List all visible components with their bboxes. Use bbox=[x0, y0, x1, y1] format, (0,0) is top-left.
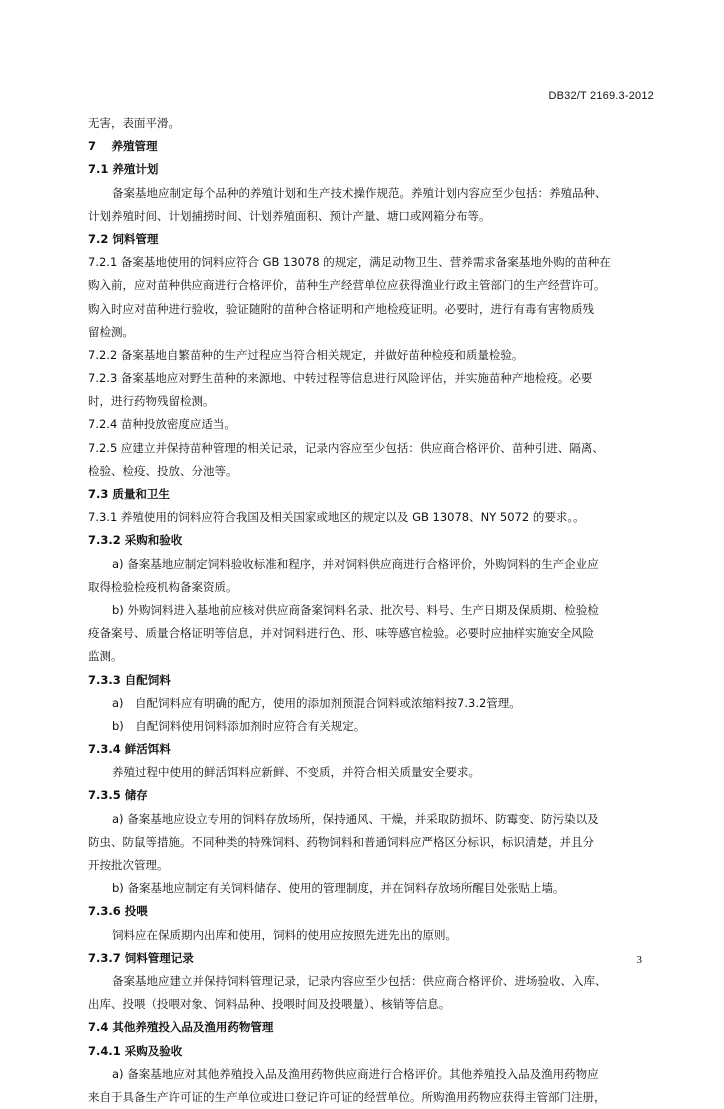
text-line: b) 备案基地应制定有关饲料储存、使用的管理制度，并在饲料存放场所醒目处张贴上墙。 bbox=[112, 881, 565, 896]
text-line: 时，进行药物残留检测。 bbox=[88, 394, 215, 409]
text-line: 出库、投喂（投喂对象、饲料品种、投喂时间及投喂量）、核销等信息。 bbox=[88, 997, 451, 1012]
text-line: a) 备案基地应设立专用的饲料存放场所，保持通风、干燥，并采取防损坏、防霉变、防污染以及 bbox=[112, 811, 599, 826]
section-heading: 7.4 其他养殖投入品及渔用药物管理 bbox=[88, 1020, 274, 1035]
text-line: 防虫、防鼠等措施。不同种类的特殊饲料、药物饲料和普通饲料应严格区分标识，标识清楚，并且分 bbox=[88, 834, 594, 849]
text-line: 监测。 bbox=[88, 649, 123, 664]
text-line: a) 自配饲料应有明确的配方，使用的添加剂预混合饲料或浓缩料按7.3.2管理。 bbox=[112, 695, 521, 710]
text-line: 检验、检疫、投放、分池等。 bbox=[88, 463, 238, 478]
text-line: 养殖过程中使用的鲜活饵料应新鲜、不变质，并符合相关质量安全要求。 bbox=[112, 765, 480, 780]
text-line: 7.2.3 备案基地应对野生苗种的来源地、中转过程等信息进行风险评估，并实施苗种产地检疫。必要 bbox=[88, 371, 593, 386]
section-heading: 7.3.7 饲料管理记录 bbox=[88, 950, 194, 965]
text-line: a) 备案基地应制定饲料验收标准和程序，并对饲料供应商进行合格评价，外购饲料的生产企业应 bbox=[112, 556, 599, 571]
text-line: 购入时应对苗种进行验收，验证随附的苗种合格证明和产地检疫证明。必要时，进行有毒有害物质残 bbox=[88, 301, 594, 316]
text-line: 无害，表面平滑。 bbox=[88, 116, 180, 130]
text-line: 疫备案号、质量合格证明等信息，并对饲料进行色、形、味等感官检验。必要时应抽样实施安全风险 bbox=[88, 626, 594, 641]
section-heading: 7.2 饲料管理 bbox=[88, 231, 159, 246]
text-line: 7.2.1 备案基地使用的饲料应符合 GB 13078 的规定，满足动物卫生、营养需求备案基地外购的苗种在 bbox=[88, 255, 611, 270]
text-line: 7.3.1 养殖使用的饲料应符合我国及相关国家或地区的规定以及 GB 13078、NY 5072 的要求。。 bbox=[88, 510, 585, 525]
text-line: 来自于具备生产许可证的生产单位或进口登记许可证的经营单位。所购渔用药物应获得主管部门注册， bbox=[88, 1089, 606, 1104]
text-line: 计划养殖时间、计划捕捞时间、计划养殖面积、预计产量、塘口或网箱分布等。 bbox=[88, 208, 491, 223]
text-line: 7.2.5 应建立并保持苗种管理的相关记录，记录内容应至少包括：供应商合格评价、苗种引进、隔离、 bbox=[88, 440, 604, 455]
section-heading: 7.3.4 鲜活饵料 bbox=[88, 742, 171, 757]
section-heading: 7.3.3 自配饲料 bbox=[88, 672, 171, 687]
text-line: b) 外购饲料进入基地前应核对供应商备案饲料名录、批次号、料号、生产日期及保质期、检验检 bbox=[112, 602, 599, 617]
text-line: 取得检验检疫机构备案资质。 bbox=[88, 579, 238, 594]
text-line: 购入前，应对苗种供应商进行合格评价，苗种生产经营单位应获得渔业行政主管部门的生产经营许可。 bbox=[88, 278, 606, 293]
section-heading: 7.3 质量和卫生 bbox=[88, 487, 170, 501]
text-line: 7.2.4 苗种投放密度应适当。 bbox=[88, 417, 236, 432]
text-line: b) 自配饲料使用饲料添加剂时应符合有关规定。 bbox=[112, 718, 366, 733]
page-number: 3 bbox=[636, 954, 642, 966]
text-line: a) 备案基地应对其他养殖投入品及渔用药物供应商进行合格评价。其他养殖投入品及渔用药物应 bbox=[112, 1066, 599, 1081]
section-heading: 7.1 养殖计划 bbox=[88, 162, 159, 177]
text-line: 7.2.2 备案基地自繁苗种的生产过程应当符合相关规定，并做好苗种检疫和质量检验。 bbox=[88, 347, 524, 362]
text-line: 饲料应在保质期内出库和使用，饲料的使用应按照先进先出的原则。 bbox=[112, 927, 457, 942]
document-body bbox=[88, 112, 656, 1109]
section-heading: 7.3.2 采购和验收 bbox=[88, 533, 183, 548]
section-heading: 7.3.5 储存 bbox=[88, 788, 148, 803]
text-line: 开按批次管理。 bbox=[88, 858, 169, 872]
section-heading: 7.3.6 投喂 bbox=[88, 904, 148, 919]
section-heading: 7.4.1 采购及验收 bbox=[88, 1043, 183, 1058]
text-line: 备案基地应制定每个品种的养殖计划和生产技术操作规范。养殖计划内容应至少包括：养殖品种、 bbox=[112, 185, 607, 200]
document-id-header: DB32/T 2169.3-2012 bbox=[548, 90, 654, 102]
section-heading: 7 养殖管理 bbox=[88, 139, 158, 154]
text-line: 备案基地应建立并保持饲料管理记录，记录内容应至少包括：供应商合格评价、进场验收、入库、 bbox=[112, 973, 607, 988]
text-line: 留检测。 bbox=[88, 324, 134, 339]
